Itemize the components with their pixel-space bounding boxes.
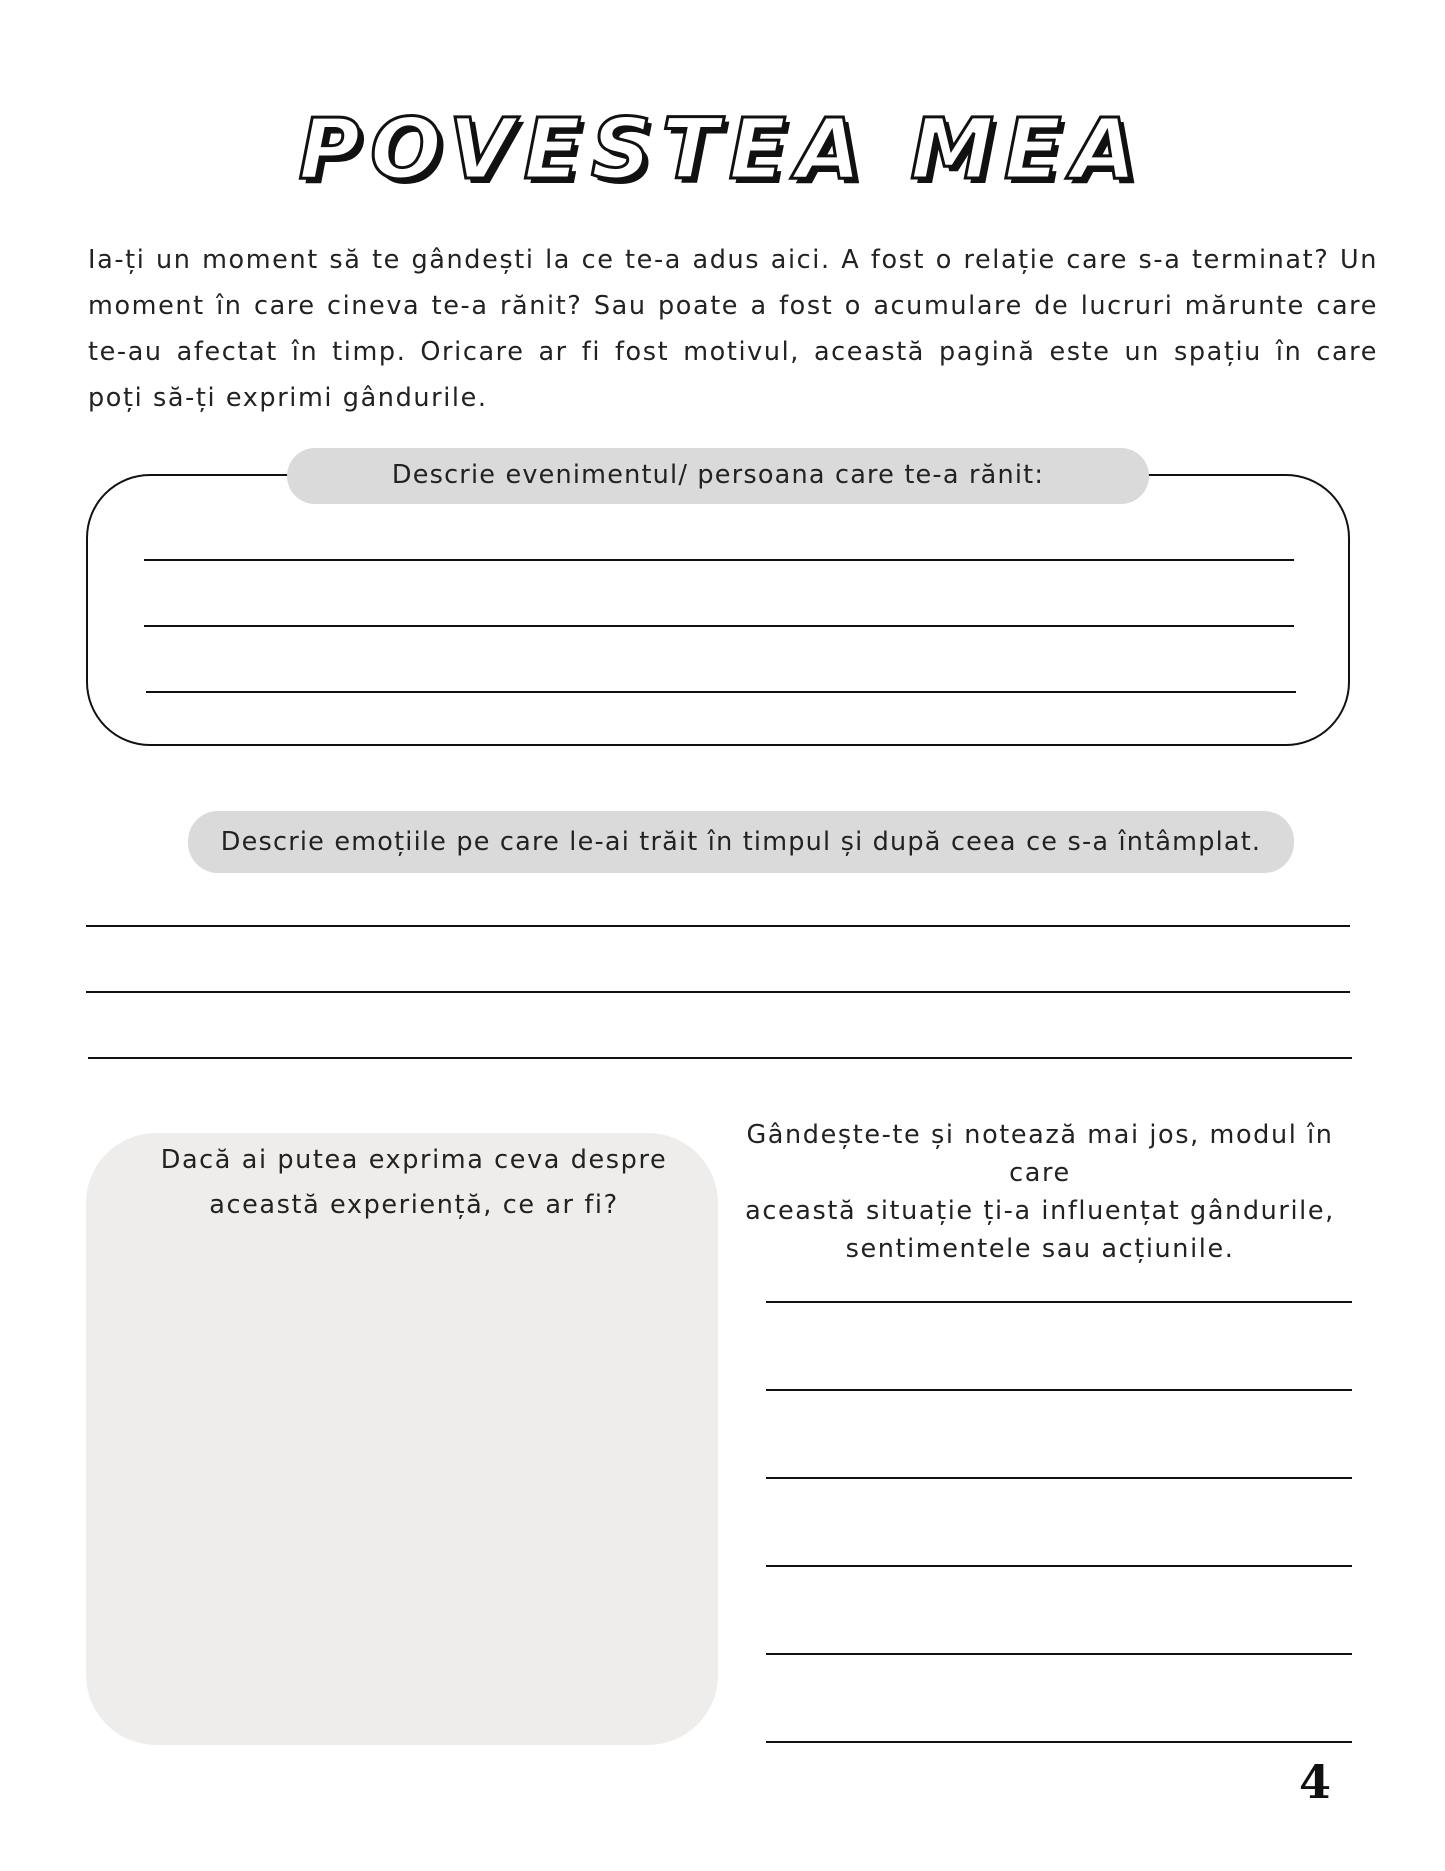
influence-prompt-line: sentimentele sau acțiunile.: [845, 1234, 1235, 1264]
influence-writing-line[interactable]: [766, 1301, 1352, 1303]
page-number: 4: [1298, 1755, 1331, 1809]
event-writing-line[interactable]: [144, 559, 1294, 561]
event-writing-line[interactable]: [144, 625, 1294, 627]
event-prompt-label: Descrie evenimentul/ persoana care te-a rănit:: [287, 448, 1149, 504]
event-writing-box: [86, 474, 1350, 746]
influence-writing-line[interactable]: [766, 1477, 1352, 1479]
influence-writing-line[interactable]: [766, 1741, 1352, 1743]
influence-writing-line[interactable]: [766, 1389, 1352, 1391]
intro-paragraph: Ia-ți un moment să te gândești la ce te-a adus aici. A fost o relație care s-a terminat? Un moment în care cineva te-a rănit? Sau poate a fost o acumulare de lucruri mărunte care te-au afectat în timp. Oricare ar fi fost motivul, această pagină este un spațiu în care poți să-ți exprimi gândurile.: [88, 245, 1378, 413]
influence-prompt: [720, 1116, 1360, 1268]
expression-card-prompt: [86, 1138, 718, 1228]
emotions-prompt-label: Descrie emoțiile pe care le-ai trăit în timpul și după ceea ce s-a întâmplat.: [188, 811, 1294, 873]
event-writing-line[interactable]: [146, 691, 1296, 693]
influence-writing-line[interactable]: [766, 1565, 1352, 1567]
page-title: POVESTEA MEA: [298, 100, 1147, 198]
emotions-writing-line[interactable]: [88, 1057, 1352, 1059]
influence-prompt-line: Gândește-te și notează mai jos, modul în care: [746, 1120, 1334, 1188]
emotions-writing-line[interactable]: [86, 925, 1350, 927]
influence-prompt-line: această situație ți-a influențat gândurile,: [745, 1196, 1335, 1226]
emotions-writing-line[interactable]: [86, 991, 1350, 993]
expression-card-prompt-line: Dacă ai putea exprima ceva despre: [160, 1145, 668, 1175]
expression-card-prompt-line: această experiență, ce ar fi?: [209, 1190, 619, 1220]
influence-writing-line[interactable]: [766, 1653, 1352, 1655]
